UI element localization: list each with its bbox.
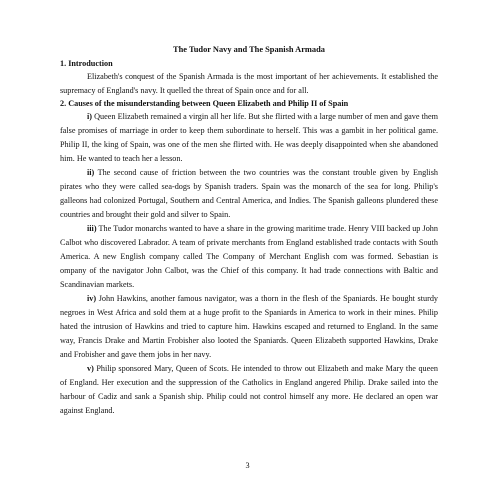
paragraph-text: The second cause of friction between the two countries was the constant trouble given by English pirates who they were called sea-dogs by Spanish traders. Spain was the monarch of the sea for long. Philip's galleons had colonized Portugal, Southern and Central America, and Indies. The Spanish galleons plundered these countries and brought their gold and silver to Spain.: [60, 168, 438, 219]
paragraph-text: John Hawkins, another famous navigator, was a thorn in the flesh of the Spaniards. He bought sturdy negroes in West Africa and sold them at a huge profit to the Spaniards in America to work in their mines. Philip hated the intrusion of Hawkins and tried to capture him. Hawkins escaped and returned to England. In the same way, Francis Drake and Martin Frobisher also looted the Spaniards. Queen Elizabeth supported Hawkins, Drake and Frobisher and gave them jobs in her navy.: [60, 294, 439, 359]
paragraph-marker: v): [87, 364, 94, 373]
paragraph: [60, 166, 438, 222]
document-title: The Tudor Navy and The Spanish Armada: [173, 45, 325, 54]
paragraph: [60, 292, 438, 362]
page-number: 3: [245, 461, 250, 470]
section-causes: [60, 98, 438, 418]
paragraph-text: Queen Elizabeth remained a virgin all her life. But she flirted with a large number of men and gave them false promises of marriage in order to keep them subordinate to herself. This was a gambit in her political game. Philip II, the king of Spain, was one of the men she flirted with. He was deeply disappointed when she abandoned him. He wanted to teach her a lesson.: [60, 112, 438, 163]
paragraph-text: Elizabeth's conquest of the Spanish Armada is the most important of her achievements. It established the supremacy of England's navy. It quelled the threat of Spain once and for all.: [60, 72, 438, 95]
paragraph-marker: ii): [87, 168, 95, 177]
section-introduction: [60, 58, 438, 98]
paragraph: [60, 70, 438, 98]
paragraph-marker: iv): [87, 294, 97, 303]
paragraph-marker: iii): [87, 224, 97, 233]
paragraph-text: The Tudor monarchs wanted to have a share in the growing maritime trade. Henry VIII backed up John Calbot who discovered Labrador. A team of private merchants from England established trade contacts with South America. A new English company called The Company of Merchant English com was formed. Sebastian is ompany of the navigator John Calbot, was the Chief of this company. It had trade connections with Baltic and Scandinavian markets.: [60, 224, 438, 289]
section-heading: 1. Introduction: [60, 59, 113, 68]
paragraph-text: Philip sponsored Mary, Queen of Scots. He intended to throw out Elizabeth and make Mary the queen of England. Her execution and the suppression of the Catholics in England angered Philip. Drake sailed into the harbour of Cadiz and sank a Spanish ship. Philip could not control himself any more. He declared an open war against England.: [60, 364, 438, 415]
paragraph-marker: i): [87, 112, 93, 121]
document-page: [60, 44, 438, 418]
section-heading: 2. Causes of the misunderstanding between Queen Elizabeth and Philip II of Spain: [60, 99, 349, 108]
paragraph: [60, 222, 438, 292]
paragraph: [60, 362, 438, 418]
paragraph: [60, 110, 438, 166]
